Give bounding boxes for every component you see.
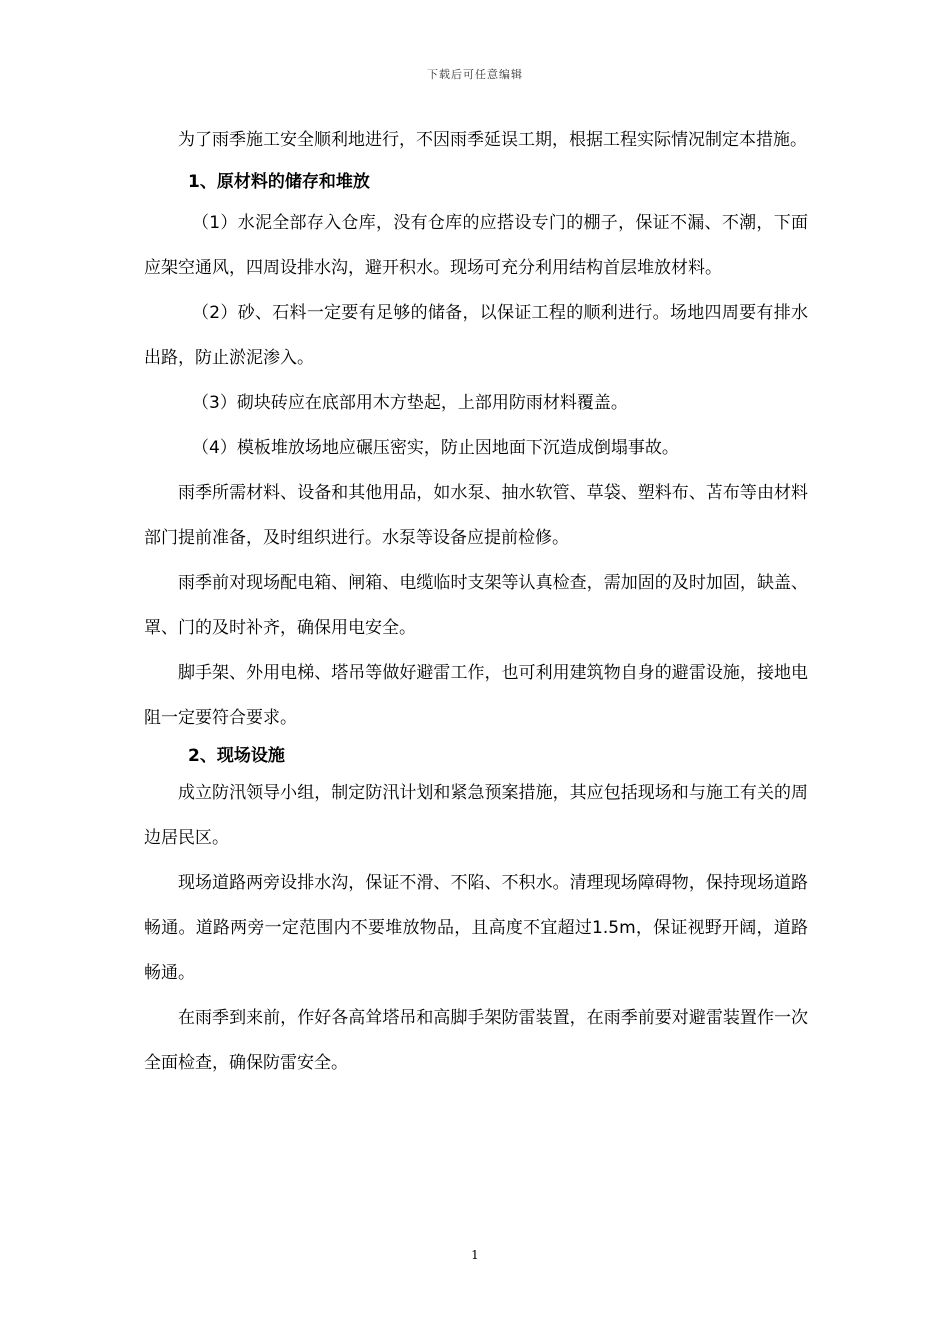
section-2-paragraph-3: 在雨季到来前，作好各高耸塔吊和高脚手架防雷装置，在雨季前要对避雷装置作一次全面检查，确保防雷安全。: [144, 1008, 808, 1073]
document-body: [144, 118, 808, 1086]
section-1-item-2: （2）砂、石料一定要有足够的储备，以保证工程的顺利进行。场地四周要有排水出路，防止淤泥渗入。: [144, 303, 808, 368]
page-header: 下载后可任意编辑: [427, 68, 523, 81]
section-1-item-4: （4）模板堆放场地应碾压密实，防止因地面下沉造成倒塌事故。: [192, 438, 679, 458]
section-2-heading: 2、现场设施: [188, 746, 285, 766]
section-1-paragraph-1: 雨季所需材料、设备和其他用品，如水泵、抽水软管、草袋、塑料布、苫布等由材料部门提前准备，及时组织进行。水泵等设备应提前检修。: [144, 483, 808, 548]
section-1-paragraph-3: 脚手架、外用电梯、塔吊等做好避雷工作，也可利用建筑物自身的避雷设施，接地电阻一定要符合要求。: [144, 663, 808, 728]
section-1-item-3: （3）砌块砖应在底部用木方垫起，上部用防雨材料覆盖。: [192, 393, 628, 413]
section-2-paragraph-1: 成立防汛领导小组，制定防汛计划和紧急预案措施，其应包括现场和与施工有关的周边居民区。: [144, 783, 808, 848]
section-1-paragraph-2: 雨季前对现场配电箱、闸箱、电缆临时支架等认真检查，需加固的及时加固，缺盖、罩、门的及时补齐，确保用电安全。: [144, 573, 808, 638]
section-2-paragraph-2: 现场道路两旁设排水沟，保证不滑、不陷、不积水。清理现场障碍物，保持现场道路畅通。道路两旁一定范围内不要堆放物品，且高度不宜超过1.5m，保证视野开阔，道路畅通。: [144, 873, 808, 983]
section-1-item-1: （1）水泥全部存入仓库，没有仓库的应搭设专门的棚子，保证不漏、不潮，下面应架空通风，四周设排水沟，避开积水。现场可充分利用结构首层堆放材料。: [144, 213, 808, 278]
section-1-heading: 1、原材料的储存和堆放: [188, 172, 370, 192]
intro-paragraph: 为了雨季施工安全顺利地进行，不因雨季延误工期，根据工程实际情况制定本措施。: [178, 130, 807, 150]
page-number: 1: [471, 1248, 479, 1262]
